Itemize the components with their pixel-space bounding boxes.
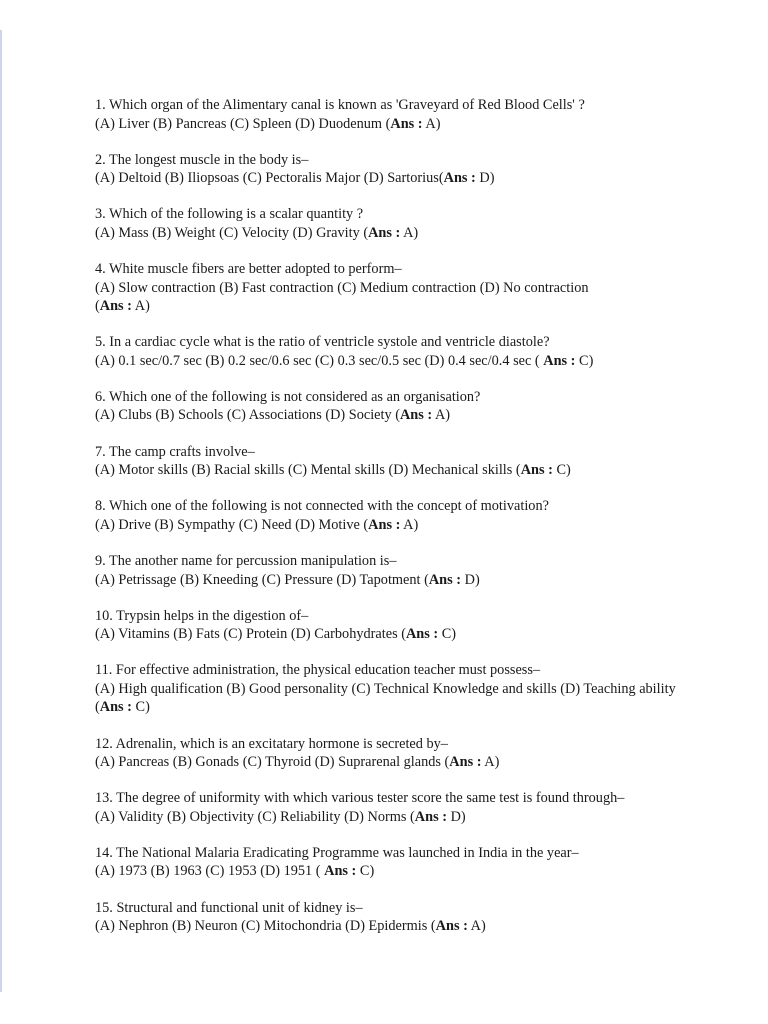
question-item [95, 661, 695, 717]
question-item [95, 205, 695, 242]
answer-label: Ans : [368, 224, 401, 241]
answer-label: Ans : [368, 516, 401, 533]
answer-value: C [135, 699, 146, 716]
answer-label: Ans : [405, 626, 439, 643]
options-text: (A) Nephron (B) Neuron (C) Mitochondria (D) Epidermis [95, 918, 428, 935]
options-line [95, 406, 695, 425]
answer-label: Ans : [449, 754, 482, 771]
options-line [95, 625, 695, 644]
options-line [95, 461, 695, 480]
answer: ( Ans : C) [315, 863, 375, 880]
answer-value: C [579, 352, 589, 369]
answer: ( Ans : C) [534, 352, 594, 369]
page-left-border [0, 30, 2, 992]
question-text: 13. The degree of uniformity with which various tester score the same test is found through– [95, 790, 625, 807]
question-item [95, 443, 695, 480]
answer: (Ans : A) [444, 754, 500, 771]
answer-value: C [556, 462, 566, 479]
options-text: (A) Slow contraction (B) Fast contraction (C) Medium contraction (D) No contraction [95, 279, 589, 296]
answer: (Ans : D) [438, 170, 495, 187]
options-line [95, 680, 695, 717]
options-text: (A) Mass (B) Weight (C) Velocity (D) Gravity [95, 224, 360, 241]
question-text: 15. Structural and functional unit of kidney is– [95, 899, 363, 916]
answer-value: C [441, 626, 452, 643]
question-item [95, 388, 695, 425]
options-line [95, 753, 695, 772]
question-text: 3. Which of the following is a scalar quantity ? [95, 206, 364, 223]
answer-label: Ans : [520, 462, 553, 479]
answer-value: A [403, 224, 414, 241]
answer-label: Ans : [99, 298, 132, 315]
options-line [95, 169, 695, 188]
question-text: 12. Adrenalin, which is an excitatary hormone is secreted by– [95, 735, 448, 752]
options-line [95, 808, 695, 827]
question-item [95, 789, 695, 826]
options-line [95, 917, 695, 936]
answer-value: A [484, 754, 495, 771]
answer: (Ans : C) [95, 699, 150, 716]
answer-label: Ans : [99, 699, 132, 716]
question-text: 7. The camp crafts involve– [95, 443, 255, 460]
question-item [95, 899, 695, 936]
answer-value: A [425, 115, 436, 132]
question-item [95, 497, 695, 534]
answer: (Ans : D) [424, 571, 480, 588]
options-text: (A) 0.1 sec/0.7 sec (B) 0.2 sec/0.6 sec (C) 0.3 sec/0.5 sec (D) 0.4 sec/0.4 sec [95, 352, 532, 369]
answer-label: Ans : [543, 352, 576, 369]
question-text: 6. Which one of the following is not considered as an organisation? [95, 388, 481, 405]
answer: (Ans : A) [430, 918, 486, 935]
question-item [95, 260, 695, 316]
options-text: (A) Petrissage (B) Kneeding (C) Pressure (D) Tapotment [95, 571, 421, 588]
question-item [95, 552, 695, 589]
question-text: 14. The National Malaria Eradicating Programme was launched in India in the year– [95, 844, 579, 861]
question-item [95, 844, 695, 881]
options-text: (A) Drive (B) Sympathy (C) Need (D) Motive [95, 516, 360, 533]
options-text: (A) Motor skills (B) Racial skills (C) Mental skills (D) Mechanical skills [95, 462, 513, 479]
options-line [95, 279, 695, 298]
question-text: 10. Trypsin helps in the digestion of– [95, 607, 309, 624]
answer: (Ans : A) [385, 115, 441, 132]
answer: (Ans : C) [401, 626, 457, 643]
answer: (Ans : D) [410, 808, 466, 825]
answer-line [95, 297, 695, 316]
options-line [95, 224, 695, 243]
options-text: (A) Clubs (B) Schools (C) Associations (D) Society [95, 407, 392, 424]
answer-label: Ans : [414, 808, 447, 825]
options-text: (A) Deltoid (B) Iliopsoas (C) Pectoralis Major (D) Sartorius [95, 170, 439, 187]
options-line [95, 352, 695, 371]
answer-label: Ans : [428, 571, 462, 588]
options-text: (A) 1973 (B) 1963 (C) 1953 (D) 1951 [95, 863, 313, 880]
answer-label: Ans : [324, 863, 357, 880]
answer-value: A [403, 516, 414, 533]
answer: (Ans : A) [363, 224, 419, 241]
options-line [95, 862, 695, 881]
question-text: 2. The longest muscle in the body is– [95, 151, 309, 168]
answer-label: Ans : [399, 407, 433, 424]
answer-value: D [450, 808, 461, 825]
question-item [95, 151, 695, 188]
options-text: (A) Pancreas (B) Gonads (C) Thyroid (D) Suprarenal glands [95, 754, 441, 771]
answer-label: Ans : [390, 115, 423, 132]
options-line [95, 516, 695, 535]
answer: (Ans : A) [363, 516, 419, 533]
answer: (Ans : A) [395, 407, 451, 424]
answer-label: Ans : [443, 170, 476, 187]
question-text: 5. In a cardiac cycle what is the ratio of ventricle systole and ventricle diastole? [95, 334, 550, 351]
answer-value: A [434, 407, 446, 424]
options-line [95, 571, 695, 590]
answer: (Ans : A) [95, 298, 150, 315]
answer-value: D [479, 170, 490, 187]
question-text: 8. Which one of the following is not connected with the concept of motivation? [95, 498, 549, 515]
options-text: (A) High qualification (B) Good personality (C) Technical Knowledge and skills (D) Teaching ability [95, 680, 676, 697]
answer: (Ans : C) [515, 462, 571, 479]
options-text: (A) Validity (B) Objectivity (C) Reliability (D) Norms [95, 808, 407, 825]
question-text: 9. The another name for percussion manipulation is– [95, 553, 397, 569]
options-line [95, 115, 695, 134]
question-item [95, 96, 695, 133]
question-list [95, 96, 695, 953]
answer-value: C [359, 863, 370, 880]
question-item [95, 607, 695, 644]
question-item [95, 333, 695, 370]
answer-label: Ans : [435, 918, 468, 935]
question-item [95, 735, 695, 772]
options-text: (A) Vitamins (B) Fats (C) Protein (D) Carbohydrates [95, 626, 398, 643]
question-text: 11. For effective administration, the physical education teacher must possess– [95, 662, 541, 679]
options-text: (A) Liver (B) Pancreas (C) Spleen (D) Duodenum [95, 115, 383, 132]
question-text: 4. White muscle fibers are better adopted to perform– [95, 261, 402, 278]
answer-value: A [470, 918, 481, 935]
answer-value: D [464, 571, 475, 588]
question-text: 1. Which organ of the Alimentary canal is known as 'Graveyard of Red Blood Cells' ? [95, 97, 585, 113]
answer-value: A [134, 298, 146, 315]
